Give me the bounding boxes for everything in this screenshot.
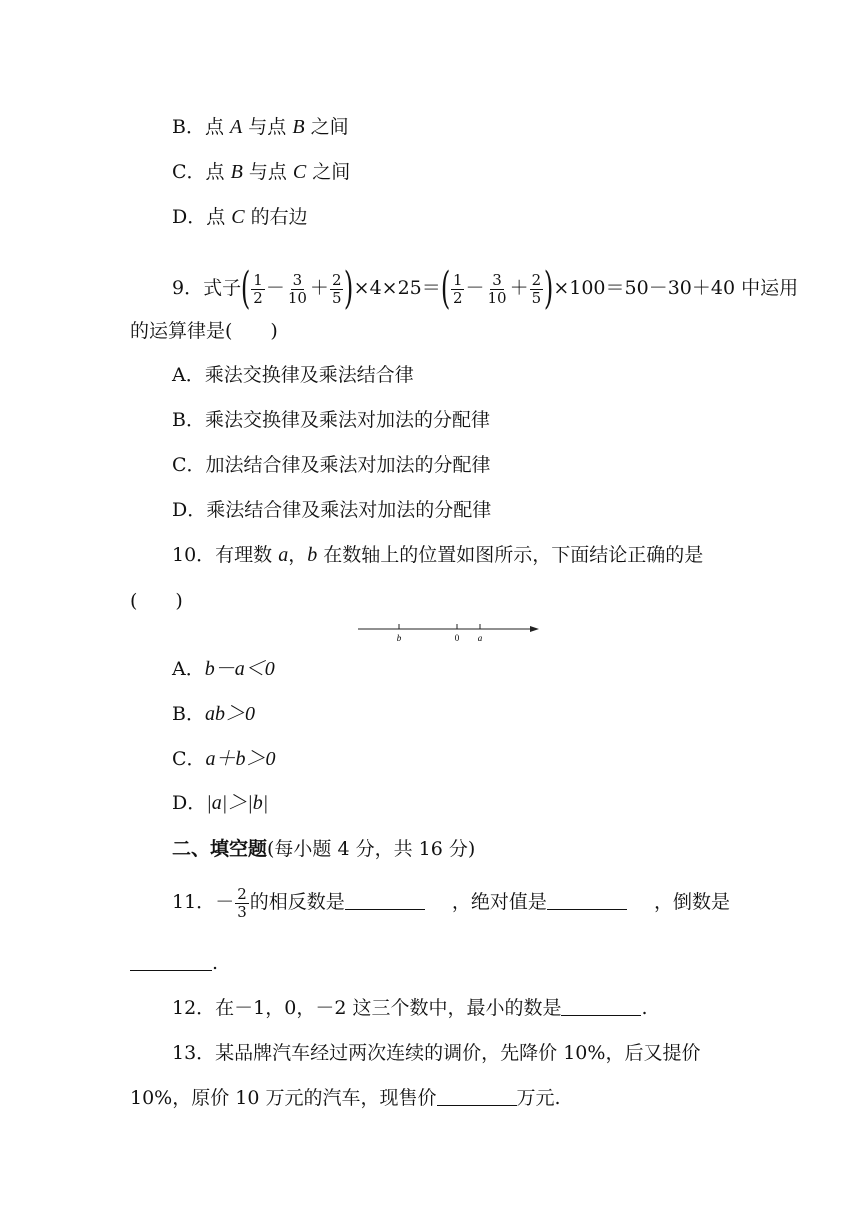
q9-option-a: A．乘法交换律及乘法结合律 [172,364,414,386]
fraction-three-tenths: $\frac{3}{10}$ [287,270,307,307]
answer-blank[interactable] [437,1087,517,1106]
answer-blank[interactable] [130,952,212,971]
label-b: b [396,633,402,643]
q10-option-b: B．ab＞0 [172,703,255,725]
section-note: (每小题 4 分，共 16 分) [267,838,476,860]
answer-blank[interactable] [345,891,425,910]
label-zero: 0 [454,633,460,643]
q9-option-b: B．乘法交换律及乘法对加法的分配律 [172,409,490,431]
q8-option-d: D．点 C 的右边 [172,206,308,228]
fraction-two-fifths: $\frac{2}{5}$ [331,270,342,307]
q9-option-c: C．加法结合律及乘法对加法的分配律 [172,454,491,476]
left-paren: ( [240,263,251,314]
q12-stem: 12．在－1，0，－2 这三个数中，最小的数是 . [172,997,648,1019]
left-paren: ( [440,263,451,314]
q13-stem: 13．某品牌汽车经过两次连续的调价，先降价 10%，后又提价 [172,1042,701,1064]
q13-stem-line2: 10%，原价 10 万元的汽车，现售价 万元. [130,1087,561,1109]
section-title: 二、填空题 [172,838,268,860]
q10-stem-line2: ( ) [130,590,183,612]
q10-option-a: A．b－a＜0 [172,658,275,680]
q8-option-b: B．点 A 与点 B 之间 [172,116,349,138]
q11-stem: 11．－ $\frac{2}{3}$ 的相反数是 ，绝对值是 ，倒数是 [172,884,730,921]
q10-stem: 10．有理数 a，b 在数轴上的位置如图所示，下面结论正确的是 [172,544,704,566]
right-paren: ) [544,263,554,314]
number-line-figure [350,618,550,646]
arrow-icon [530,626,539,632]
fraction-two-thirds: $\frac{2}{3}$ [237,884,247,921]
q9-stem-line2: 的运算律是( ) [130,320,278,342]
q10-option-c: C．a＋b＞0 [172,748,276,770]
fraction-half: $\frac{1}{2}$ [452,270,463,307]
label-a: a [477,633,483,643]
answer-blank[interactable] [547,891,627,910]
fraction-half: $\frac{1}{2}$ [253,270,263,307]
fraction-two-fifths: $\frac{2}{5}$ [531,270,542,307]
right-paren: ) [344,263,354,314]
q8-option-c: C．点 B 与点 C 之间 [172,161,351,183]
q10-option-d: D．|a|＞|b| [172,792,269,814]
section-heading [172,836,475,862]
answer-blank[interactable] [561,997,641,1016]
q9-stem: 9．式子( $\frac{1}{2}$ － $\frac{3}{10}$ ＋ $\frac{2}{5}$ )×4×25＝( $\frac{1}{2}$ － $\frac{3}{10}$ ＋ $\frac{2}{5}$ )×100＝50－30＋40 中运用 [172,263,799,314]
fraction-three-tenths: $\frac{3}{10}$ [487,270,507,307]
q9-option-d: D．乘法结合律及乘法对加法的分配律 [172,499,492,521]
q11-stem-line2: . [130,950,218,976]
